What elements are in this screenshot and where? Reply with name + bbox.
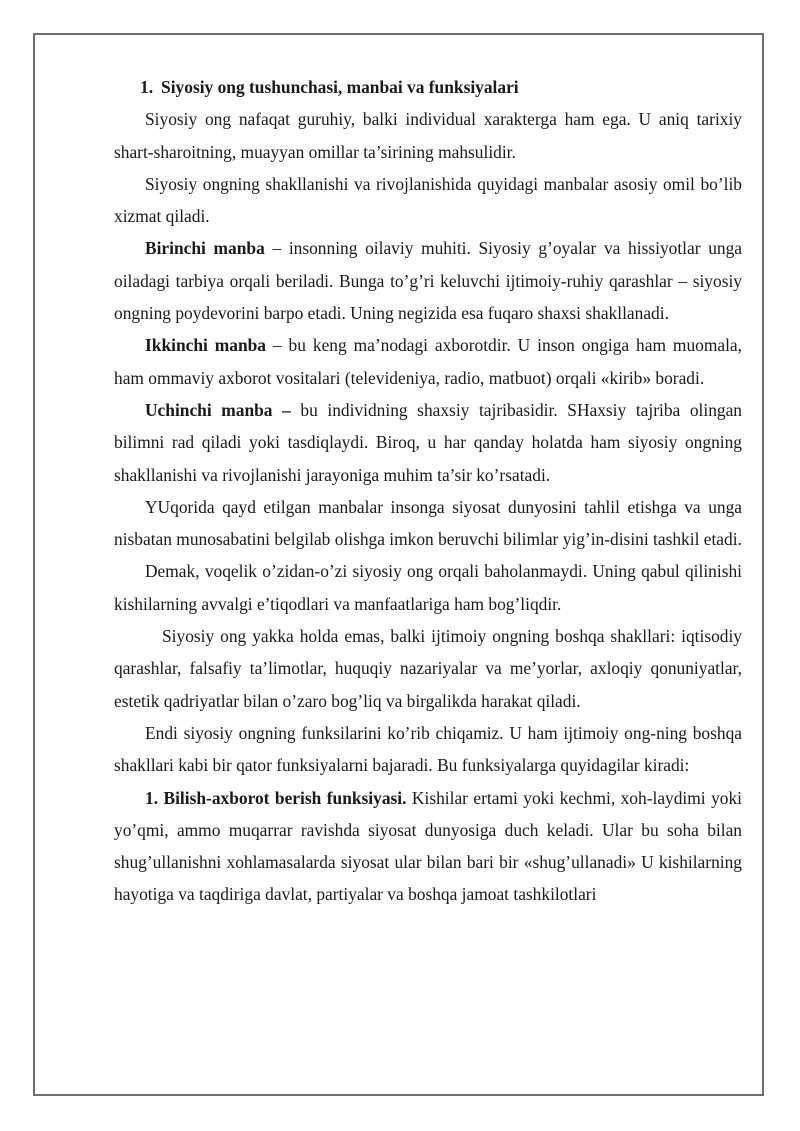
paragraph-lead-bold: 1. Bilish-axborot berish funksiyasi. — [145, 787, 407, 808]
paragraph: YUqorida qayd etilgan manbalar insonga siyosat dunyosini tahlil etishga va unga nisbatan munosabatini belgilab olishga imkon beruvchi bilimlar yig’in-disini tashkil etadi. — [114, 496, 742, 550]
paragraph: Demak, voqelik o’zidan-o’zi siyosiy ong orqali baholanmaydi. Uning qabul qilinishi kishilarning avvalgi e’tiqodlari va manfaatlariga ham bog’liqdir. — [114, 561, 742, 614]
paragraph: Siyosiy ong yakka holda emas, balki ijtimoiy ongning boshqa shakllari: iqtisodiy qarashlar, falsafiy ta’limotlar, huquqiy nazariyalar va me’yorlar, axloqiy qonuniyatlar, estetik qadriyatlar bilan o’zaro bog’liq va birgalikda harakat qiladi. — [114, 626, 742, 711]
paragraph-lead-bold: Ikkinchi manba — [145, 335, 266, 356]
paragraph: Endi siyosiy ongning funksilarini ko’rib chiqamiz. U ham ijtimoiy ong-ning boshqa shakllari kabi bir qator funksiyalarni bajaradi. Bu funksiyalarga quyidagilar kiradi: — [114, 722, 742, 776]
paragraph-uchinchi-manba: Uchinchi manba – bu individning shaxsiy tajribasidir. SHaxsiy tajriba olingan bilimni rad qiladi yoki tasdiqlaydi. Biroq, u har qanday holatda ham siyosiy ongning shakllanishi va rivojlanishi jarayoniga muhim ta’sir ko’rsatadi. — [114, 399, 742, 485]
document-body — [114, 71, 742, 911]
paragraph-lead-bold: Uchinchi manba – — [145, 399, 291, 420]
paragraph: Siyosiy ong nafaqat guruhiy, balki individual xarakterga ham ega. U aniq tarixiy shart-sharoitning, muayyan omillar ta’sirining mahsulidir. — [114, 109, 742, 162]
heading-number: 1. — [140, 77, 154, 97]
paragraph-birinchi-manba: Birinchi manba – insonning oilaviy muhiti. Siyosiy g’oyalar va hissiyotlar unga oiladagi tarbiya orqali beriladi. Bunga to’g’ri keluvchi ijtimoiy-ruhiy qarashlar – siyosiy ongning poydevorini barpo etadi. Uning negizida esa fuqaro shaxsi shakllanadi. — [114, 238, 742, 324]
section-heading — [114, 71, 742, 103]
paragraph-ikkinchi-manba: Ikkinchi manba – bu keng ma’nodagi axborotdir. U inson ongiga ham muomala, ham ommaviy axborot vositalari (televideniya, radio, matbuot) orqali «kirib» boradi. — [114, 335, 742, 388]
paragraph-bilish-funksiyasi: 1. Bilish-axborot berish funksiyasi. Kishilar ertami yoki kechmi, xoh-laydimi yoki yo’qmi, ammo muqarrar ravishda siyosat dunyosiga duch keladi. Ular bu soha bilan shug’ullanishni xohlamasalarda siyosat ular bilan bari bir «shug’ullanadi» U kishilarning hayotiga va taqdiriga davlat, partiyalar va boshqa jamoat tashkilotlari — [114, 787, 742, 905]
paragraph-lead-bold: Birinchi manba — [145, 238, 265, 259]
paragraph: Siyosiy ongning shakllanishi va rivojlanishida quyidagi manbalar asosiy omil bo’lib xizmat qiladi. — [114, 173, 742, 227]
heading-title: Siyosiy ong tushunchasi, manbai va funksiyalari — [161, 77, 519, 97]
